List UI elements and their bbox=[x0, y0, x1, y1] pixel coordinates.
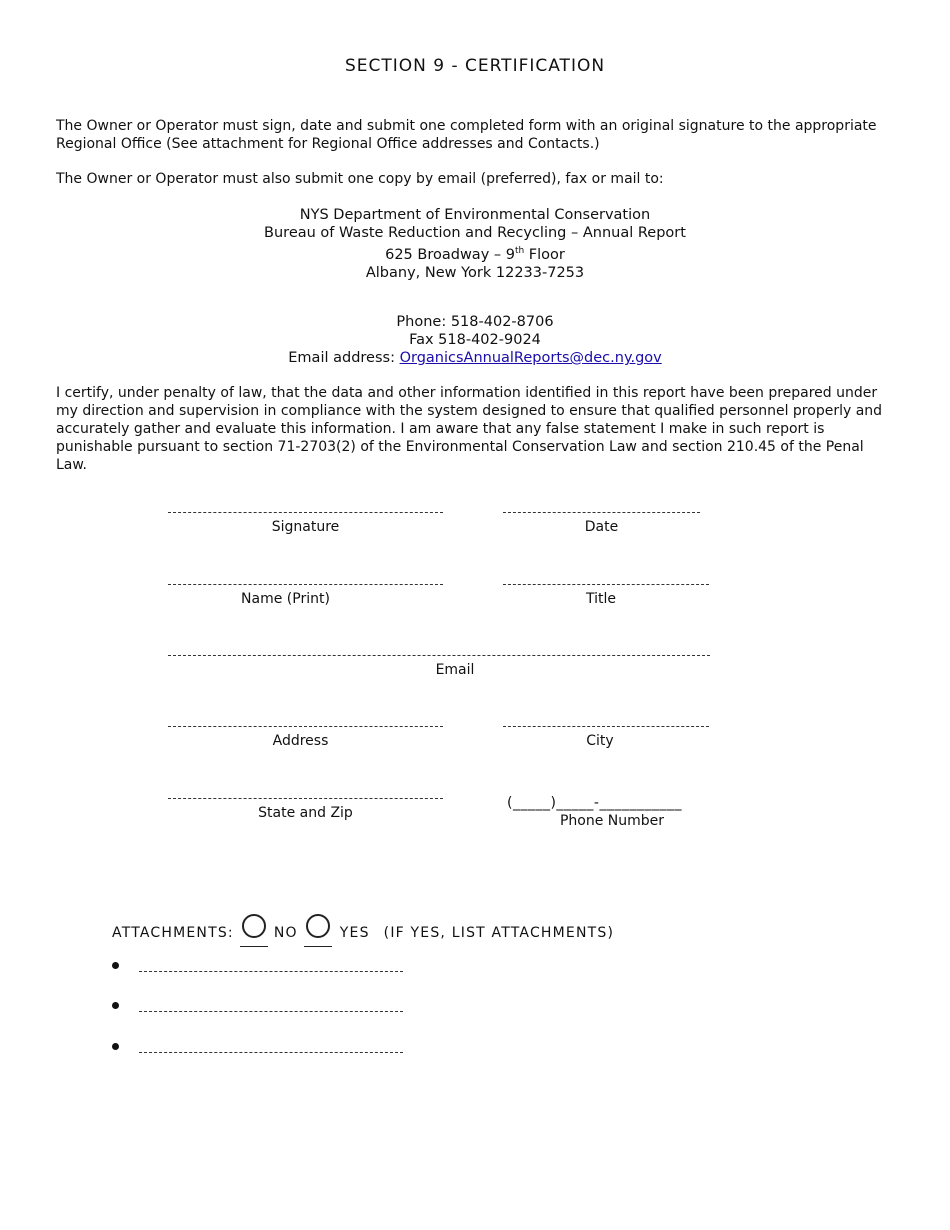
city-field[interactable] bbox=[503, 726, 709, 749]
title-line[interactable] bbox=[503, 584, 709, 585]
phone-number-field[interactable] bbox=[507, 795, 717, 829]
attachment-line-2[interactable] bbox=[139, 1011, 403, 1012]
name-print-line[interactable] bbox=[168, 584, 443, 585]
mailing-address bbox=[0, 206, 950, 282]
attachments-label: ATTACHMENTS: bbox=[112, 924, 234, 941]
yes-radio[interactable] bbox=[306, 914, 330, 938]
signature-line[interactable] bbox=[168, 512, 443, 513]
attachment-line-1[interactable] bbox=[139, 971, 403, 972]
name-print-label: Name (Print) bbox=[241, 591, 330, 607]
intro-paragraph: The Owner or Operator must sign, date and submit one completed form with an original signature to the appropriate Regional Office (See attachment for Regional Office addresses and Contacts.) bbox=[56, 118, 877, 152]
no-option[interactable] bbox=[240, 918, 268, 947]
attachments-row bbox=[112, 918, 614, 947]
address-line-2: Bureau of Waste Reduction and Recycling – Annual Report bbox=[264, 225, 686, 241]
no-label: NO bbox=[273, 924, 298, 941]
certification-paragraph: I certify, under penalty of law, that the data and other information identified in this report have been prepared under my direction and supervision in compliance with the system designed to ensure that qualified personnel properly and accurately gather and evaluate this information. I am aware that any false statement I make in such report is punishable pursuant to section 71-2703(2) of the Environmental Conservation Law and section 210.45 of the Penal Law. bbox=[56, 385, 883, 473]
bullet-icon bbox=[112, 962, 119, 969]
attachment-item-3 bbox=[112, 1043, 403, 1050]
yes-label: YES bbox=[339, 924, 370, 941]
attachment-item-1 bbox=[112, 962, 403, 969]
address-label: Address bbox=[272, 733, 329, 749]
name-print-field[interactable] bbox=[168, 584, 443, 607]
city-line[interactable] bbox=[503, 726, 709, 727]
phone-text: Phone: 518-402-8706 bbox=[396, 314, 554, 330]
no-radio[interactable] bbox=[242, 914, 266, 938]
address-line-blank[interactable] bbox=[168, 726, 443, 727]
attachment-item-2 bbox=[112, 1002, 403, 1009]
state-zip-line[interactable] bbox=[168, 798, 443, 799]
email-field[interactable] bbox=[168, 655, 710, 678]
attachment-line-3[interactable] bbox=[139, 1052, 403, 1053]
email-label: Email bbox=[435, 662, 475, 678]
contact-info bbox=[0, 313, 950, 367]
title-field[interactable] bbox=[503, 584, 709, 607]
attachments-note: (IF YES, LIST ATTACHMENTS) bbox=[383, 924, 615, 941]
page-title: SECTION 9 - CERTIFICATION bbox=[344, 56, 606, 76]
email-line-blank[interactable] bbox=[168, 655, 710, 656]
email-instructions-paragraph: The Owner or Operator must also submit one copy by email (preferred), fax or mail to: bbox=[56, 171, 664, 187]
yes-option[interactable] bbox=[304, 918, 332, 947]
phone-number-blank[interactable]: (_____)_____-___________ bbox=[507, 795, 682, 811]
state-zip-field[interactable] bbox=[168, 798, 443, 821]
address-field[interactable] bbox=[168, 726, 443, 749]
address-line-4: Albany, New York 12233-7253 bbox=[365, 264, 585, 281]
fax-text: Fax 518-402-9024 bbox=[409, 332, 541, 348]
signature-label: Signature bbox=[271, 519, 340, 535]
phone-number-label: Phone Number bbox=[559, 813, 665, 829]
date-line[interactable] bbox=[503, 512, 700, 513]
address-line-1: NYS Department of Environmental Conservation bbox=[299, 207, 651, 223]
email-line: Email address: OrganicsAnnualReports@dec.ny.gov bbox=[288, 350, 662, 366]
address-line-3: 625 Broadway – 9th Floor bbox=[385, 246, 565, 263]
state-zip-label: State and Zip bbox=[258, 805, 353, 821]
date-field[interactable] bbox=[503, 512, 700, 535]
city-label: City bbox=[586, 733, 614, 749]
email-link[interactable]: OrganicsAnnualReports@dec.ny.gov bbox=[399, 350, 662, 366]
bullet-icon bbox=[112, 1002, 119, 1009]
bullet-icon bbox=[112, 1043, 119, 1050]
title-label: Title bbox=[585, 591, 616, 607]
signature-field[interactable] bbox=[168, 512, 443, 535]
date-label: Date bbox=[584, 519, 619, 535]
